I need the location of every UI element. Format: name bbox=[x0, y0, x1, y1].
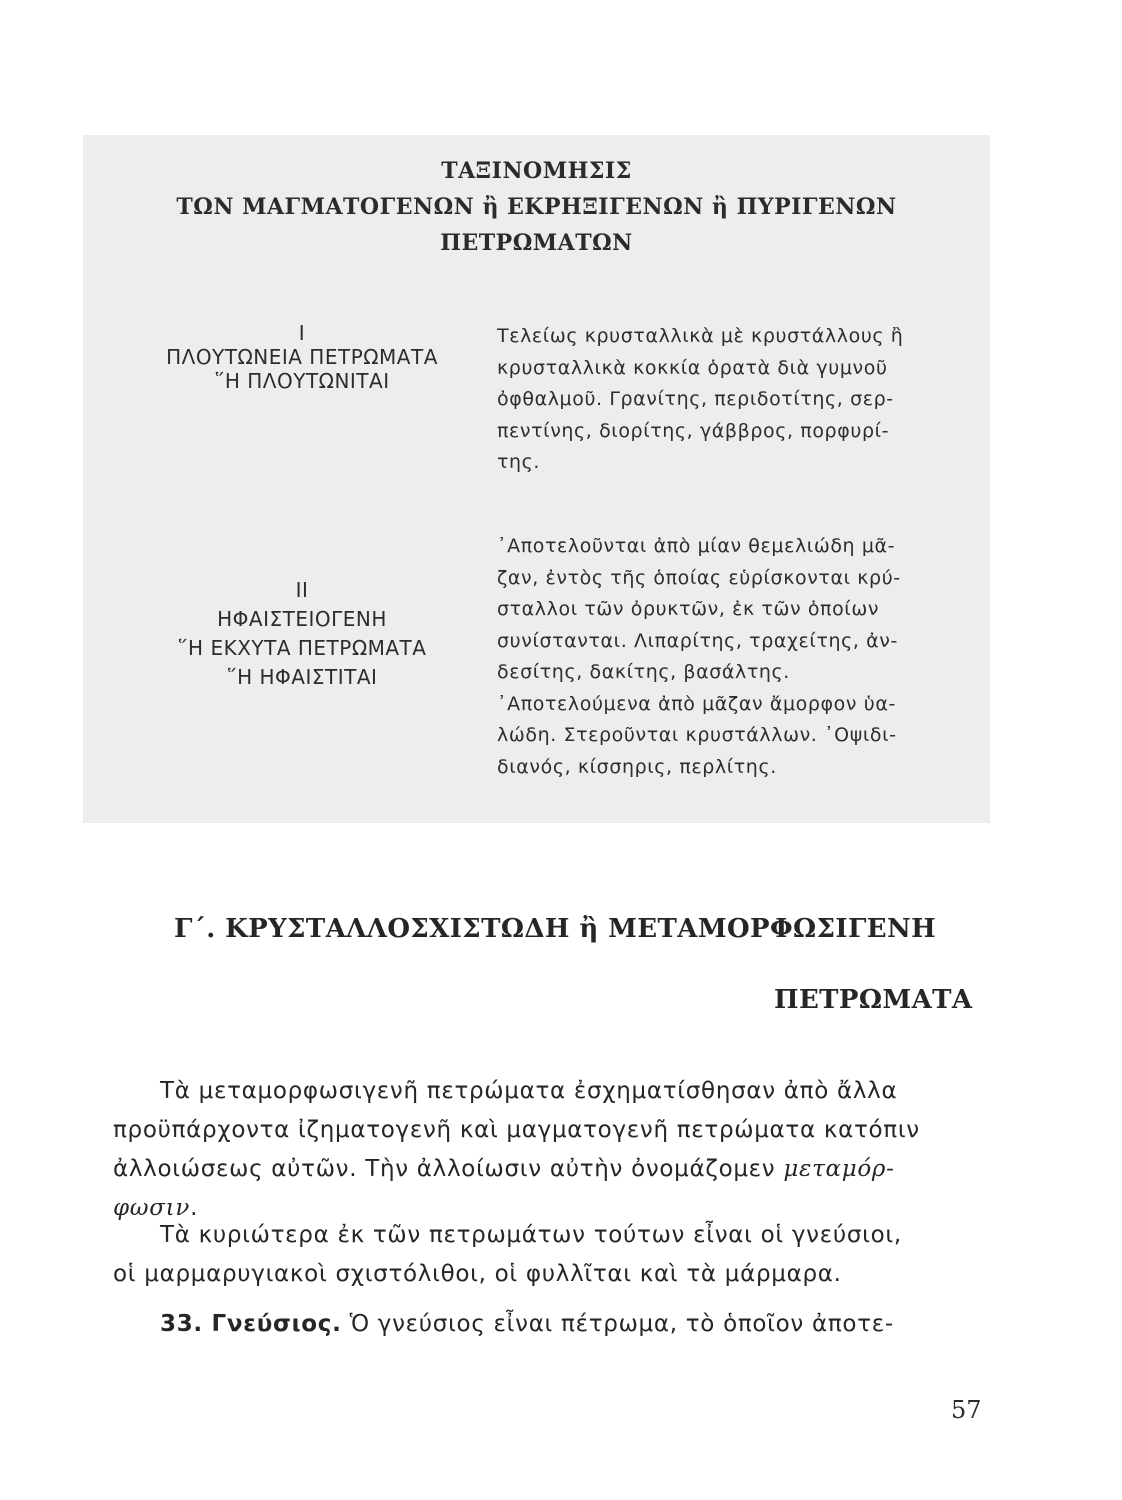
italic-term: φωσιν bbox=[113, 1195, 191, 1221]
group-volcanic-label bbox=[137, 576, 467, 692]
description-line: ᾿Αποτελούμενα ἀπὸ μᾶζαν ἄμορφον ὑα- bbox=[497, 692, 896, 715]
description-line: πεντίνης, διορίτης, γάββρος, πορφυρί- bbox=[497, 419, 890, 442]
group-plutonic-description bbox=[497, 321, 957, 479]
description-line: ᾿Αποτελοῦνται ἀπὸ μίαν θεμελιώδη μᾶ- bbox=[497, 535, 896, 557]
description-line: ὀφθαλμοῦ. Γρανίτης, περιδοτίτης, σερ- bbox=[497, 388, 894, 410]
paragraph-gneiss bbox=[113, 1305, 985, 1344]
description-line: Τελείως κρυσταλλικὰ μὲ κρυστάλλους ἢ bbox=[497, 325, 904, 347]
group-number: I bbox=[298, 321, 306, 345]
paragraph-text: ἀλλοιώσεως αὐτῶν. Τὴν ἀλλοίωσιν αὐτὴν ὀνομάζομεν bbox=[113, 1156, 784, 1182]
page-number: 57 bbox=[951, 1396, 982, 1424]
paragraph-main-rocks bbox=[113, 1216, 985, 1294]
paragraph-line bbox=[113, 1305, 985, 1344]
paragraph-metamorphic-origin bbox=[113, 1072, 985, 1228]
description-line: κρυσταλλικὰ κοκκία ὁρατὰ διὰ γυμνοῦ bbox=[497, 356, 888, 379]
classification-title: ΤΑΞΙΝΟΜΗΣΙΣ bbox=[441, 158, 632, 184]
description-line: ζαν, ἐντὸς τῆς ὁποίας εὑρίσκονται κρύ- bbox=[497, 566, 901, 589]
description-line: συνίστανται. Λιπαρίτης, τραχείτης, ἀν- bbox=[497, 629, 898, 652]
description-line: διανός, κίσσηρις, περλίτης. bbox=[497, 755, 777, 778]
group-name-line: ΗΦΑΙΣΤΕΙΟΓΕΝΗ bbox=[217, 607, 387, 631]
paragraph-punctuation: . bbox=[190, 1195, 199, 1221]
group-name-line: ΠΛΟΥΤΩΝΕΙΑ ΠΕΤΡΩΜΑΤΑ bbox=[166, 345, 438, 369]
section-heading: Γ΄. ΚΡΥΣΤΑΛΛΟΣΧΙΣΤΩΔΗ ἢ ΜΕΤΑΜΟΡΦΩΣΙΓΕΝΗ bbox=[174, 914, 937, 944]
group-plutonic-label bbox=[137, 321, 467, 393]
group-name-line: ῞Η ΗΦΑΙΣΤΙΤΑΙ bbox=[226, 665, 378, 689]
description-line: δεσίτης, δακίτης, βασάλτης. bbox=[497, 661, 790, 683]
paragraph-line: οἱ μαρμαρυγιακοὶ σχιστόλιθοι, οἱ φυλλῖται καὶ τὰ μάρμαρα. bbox=[113, 1261, 842, 1287]
paragraph-line: Τὰ μεταμορφωσιγενῆ πετρώματα ἐσχηματίσθησαν ἀπὸ ἄλλα bbox=[160, 1078, 898, 1104]
italic-term: μεταμόρ- bbox=[783, 1156, 895, 1182]
description-line: σταλλοι τῶν ὀρυκτῶν, ἐκ τῶν ὁποίων bbox=[497, 598, 880, 620]
description-line: της. bbox=[497, 451, 541, 473]
group-name-line: ῞Η ΕΚΧΥΤΑ ΠΕΤΡΩΜΑΤΑ bbox=[177, 636, 427, 660]
paragraph-line bbox=[113, 1150, 985, 1189]
group-volcanic-description bbox=[497, 531, 957, 783]
group-name-line: ῞Η ΠΛΟΥΤΩΝΙΤΑΙ bbox=[214, 369, 390, 393]
group-number: II bbox=[295, 578, 309, 602]
paragraph-text: Ὁ γνεύσιος εἶναι πέτρωμα, τὸ ὁποῖον ἀποτε- bbox=[341, 1311, 894, 1337]
paragraph-number: 33. Γνεύσιος. bbox=[160, 1311, 342, 1337]
paragraph-line: προϋπάρχοντα ἰζηματογενῆ καὶ μαγματογενῆ πετρώματα κατόπιν bbox=[113, 1117, 920, 1143]
classification-subtitle: ΤΩΝ ΜΑΓΜΑΤΟΓΕΝΩΝ ἢ ΕΚΡΗΞΙΓΕΝΩΝ ἢ ΠΥΡΙΓΕΝΩΝ bbox=[176, 194, 897, 220]
section-heading-continued: ΠΕΤΡΩΜΑΤΑ bbox=[774, 985, 973, 1015]
classification-subtitle-continued: ΠΕΤΡΩΜΑΤΩΝ bbox=[440, 230, 633, 256]
paragraph-line: Τὰ κυριώτερα ἐκ τῶν πετρωμάτων τούτων εἶναι οἱ γνεύσιοι, bbox=[160, 1222, 902, 1248]
description-line: λώδη. Στεροῦνται κρυστάλλων. ᾿Οψιδι- bbox=[497, 724, 897, 746]
